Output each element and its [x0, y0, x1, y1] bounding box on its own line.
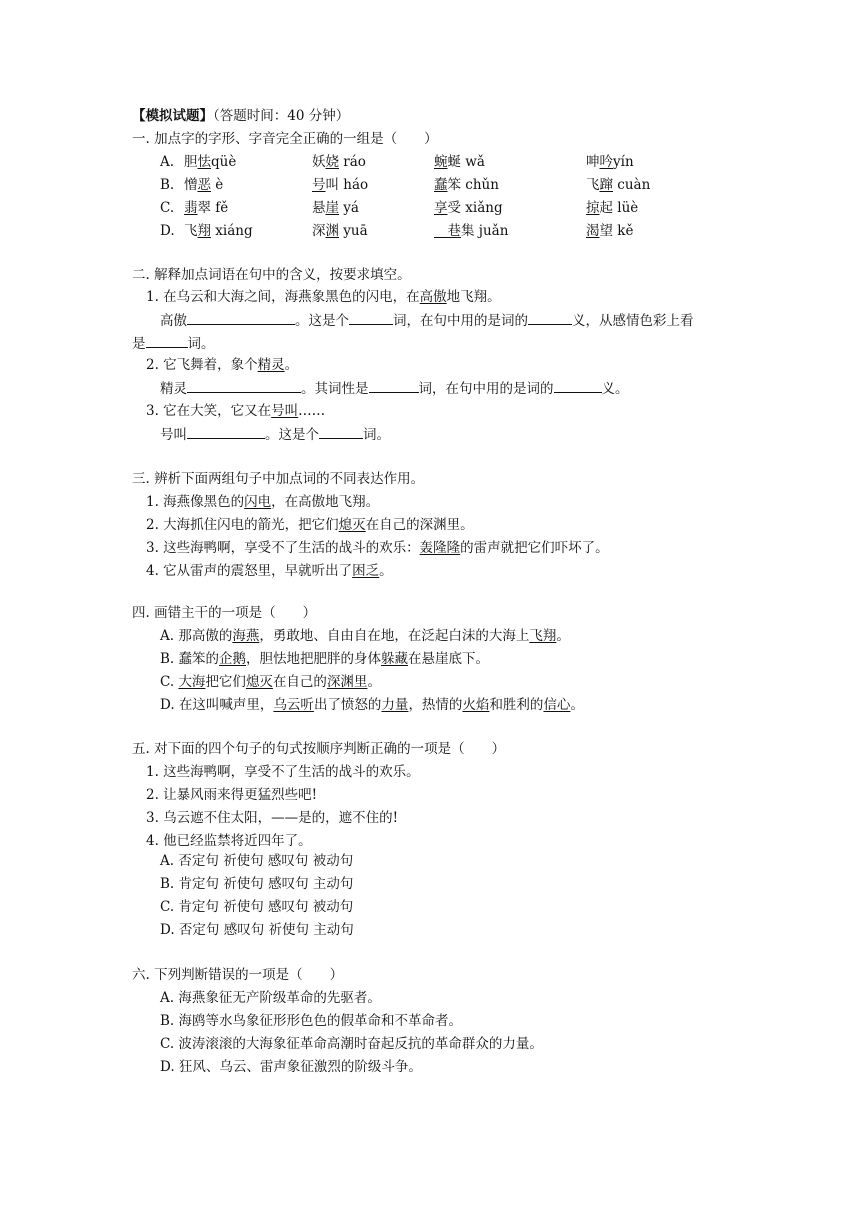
word-suffix-pinyin: qüè [211, 154, 237, 170]
q6-option: A. 海燕象征无产阶级革命的先驱者。 [160, 990, 381, 1006]
q5-option: B. 肯定句 祈使句 感叹句 主动句 [160, 876, 354, 892]
sentence-text: 4. 它从雷声的震怒里，早就听出了 [146, 563, 353, 579]
word-suffix-pinyin: 叫 háo [325, 177, 369, 193]
q1-word-item [312, 199, 359, 217]
time-note: （答题时间：40 分钟） [213, 108, 350, 124]
sentence-text: 。 [379, 563, 393, 579]
q6-option: B. 海鸥等水鸟象征形形色色的假革命和不革命者。 [160, 1013, 463, 1029]
marked-char: 掠 [586, 200, 600, 216]
q5-option: A. 否定句 祈使句 感叹句 被动句 [160, 853, 354, 869]
answer-blank[interactable] [319, 425, 363, 439]
word-suffix-pinyin: cuàn [613, 177, 651, 193]
q1-word-item [184, 176, 223, 194]
q6-stem: 六. 下列判断错误的一项是（ ） [132, 967, 344, 983]
q1-word-item [184, 199, 228, 217]
marked-char: 渴 [586, 223, 600, 239]
word-suffix-pinyin: yá [339, 200, 359, 216]
q1-word-item [312, 153, 366, 171]
answer-blank[interactable] [369, 379, 419, 393]
marked-char: 号 [312, 177, 326, 193]
q1-word-item [184, 222, 253, 240]
answer-blank[interactable] [187, 425, 265, 439]
word-prefix: 妖 [312, 154, 326, 170]
q5-option: C. 肯定句 祈使句 感叹句 被动句 [160, 899, 354, 915]
exam-header [132, 107, 349, 125]
marked-char: 巷 [434, 223, 461, 239]
q1-option-label: D. [160, 223, 175, 239]
marked-char: 恶 [197, 177, 211, 193]
sentence-text: 3. 这些海鸭啊，享受不了生活的战斗的欢乐： [146, 540, 420, 556]
q5-sentence: 4. 他已经监禁将近四年了。 [146, 833, 312, 849]
answer-blank[interactable] [187, 379, 301, 393]
word-suffix-pinyin: è [211, 177, 224, 193]
q6-option: C. 波涛滚滚的大海象征革命高潮时奋起反抗的革命群众的力量。 [160, 1036, 543, 1052]
marked-char: 蜿 [434, 154, 448, 170]
q4-option-b: B. 蠢笨的企鹅，胆怯地把肥胖的身体躲藏在悬崖底下。 [160, 651, 490, 667]
marked-char: 翡 [184, 200, 198, 216]
marked-char: 吟 [599, 154, 613, 170]
q1-word-item [586, 222, 633, 240]
marked-char: 怯 [197, 154, 211, 170]
q1-word-item [312, 176, 368, 194]
q3-sentence [146, 562, 393, 580]
marked-word: 轰隆隆 [419, 540, 461, 556]
q1-option-label: A. [160, 154, 175, 170]
word-suffix-pinyin: 集 juǎn [461, 223, 509, 239]
word-suffix-pinyin: ráo [339, 154, 366, 170]
word-suffix-pinyin: 受 xiǎng [447, 200, 503, 216]
q5-sentence: 1. 这些海鸭啊，享受不了生活的战斗的欢乐。 [146, 764, 420, 780]
answer-blank[interactable] [349, 311, 393, 325]
word-prefix: 憎 [184, 177, 198, 193]
word-suffix-pinyin: yuā [339, 223, 368, 239]
q2-stem: 二. 解释加点词语在句中的含义，按要求填空。 [132, 267, 411, 283]
q5-sentence: 3. 乌云遮不住太阳，——是的，遮不住的! [146, 810, 399, 826]
exam-title: 【模拟试题】 [132, 108, 213, 124]
sentence-text: 2. 大海抓住闪电的箭光，把它们 [146, 517, 339, 533]
marked-word: 熄灭 [338, 517, 366, 533]
answer-blank[interactable] [528, 311, 572, 325]
q1-word-item [312, 222, 368, 240]
q2-fill-1: 高傲 。这是个 词，在句中用的是词的 义，从感情色彩上看 [160, 313, 694, 329]
q3-sentence [146, 516, 474, 534]
word-prefix: 飞 [586, 177, 600, 193]
word-suffix-pinyin: yín [613, 154, 634, 170]
q1-word-item [434, 199, 503, 217]
marked-char: 蹿 [599, 177, 613, 193]
q2-sentence-2: 2. 它飞舞着，象个精灵。 [146, 357, 299, 373]
word-prefix: 悬 [312, 200, 326, 216]
q2-fill-2: 精灵 。其词性是 词，在句中用的是词的 义。 [160, 381, 629, 397]
q2-sentence-3: 3. 它在大笑，它又在号叫…… [146, 403, 326, 419]
q4-option-a: A. 那高傲的海燕，勇敢地、自由自在地，在泛起白沫的大海上飞翔。 [160, 628, 570, 644]
q1-word-item [586, 176, 650, 194]
q2-sentence-1: 1. 在乌云和大海之间，海燕象黑色的闪电，在高傲地飞翔。 [146, 289, 501, 305]
marked-word: 闪电 [244, 494, 272, 510]
marked-char: 渊 [325, 223, 339, 239]
q5-option: D. 否定句 感叹句 祈使句 主动句 [160, 922, 354, 938]
word-prefix: 飞 [184, 223, 198, 239]
q3-sentence [146, 539, 609, 557]
marked-char: 崖 [325, 200, 339, 216]
marked-char: 享 [434, 200, 448, 216]
marked-char: 蠢 [434, 177, 448, 193]
keyword-haojiao: 号叫 [271, 403, 299, 419]
marked-char: 翔 [197, 223, 211, 239]
q2-fill-1-cont: 是 词。 [132, 336, 215, 352]
word-prefix: 深 [312, 223, 326, 239]
q1-option-label: B. [160, 177, 175, 193]
q2-fill-3: 号叫 。这是个 词。 [160, 427, 390, 443]
q1-word-item [184, 153, 236, 171]
q5-stem: 五. 对下面的四个句子的句式按顺序判断正确的一项是（ ） [132, 741, 506, 757]
q4-option-d: D. 在这叫喊声里，乌云听出了愤怒的力量，热情的火焰和胜利的信心。 [160, 697, 584, 713]
q1-option-label: C. [160, 200, 175, 216]
word-suffix-pinyin: 望 kě [599, 223, 634, 239]
word-suffix-pinyin: 笨 chǔn [447, 177, 499, 193]
sentence-text: ，在高傲地飞翔。 [271, 494, 380, 510]
sentence-text: 1. 海燕像黑色的 [146, 494, 245, 510]
word-suffix-pinyin: 翠 fě [197, 200, 229, 216]
q3-stem: 三. 辨析下面两组句子中加点词的不同表达作用。 [132, 471, 425, 487]
marked-word: 困乏 [352, 563, 380, 579]
q4-option-c: C. 大海把它们熄灭在自己的深渊里。 [160, 674, 381, 690]
keyword-gaoao: 高傲 [419, 289, 447, 305]
keyword-jingling: 精灵 [257, 357, 285, 373]
word-suffix-pinyin: 起 lüè [599, 200, 639, 216]
word-suffix-pinyin: xiáng [211, 223, 253, 239]
q3-sentence [146, 493, 379, 511]
answer-blank[interactable] [187, 311, 295, 325]
word-prefix: 胆 [184, 154, 198, 170]
q1-word-item [434, 153, 485, 171]
q1-word-item [586, 199, 638, 217]
sentence-text: 在自己的深渊里。 [365, 517, 474, 533]
word-prefix: 呻 [586, 154, 600, 170]
answer-blank[interactable] [554, 379, 602, 393]
q1-word-item [434, 176, 499, 194]
q1-word-item [586, 153, 634, 171]
answer-blank[interactable] [146, 334, 188, 348]
marked-char: 娆 [325, 154, 339, 170]
q4-stem: 四. 画错主干的一项是（ ） [132, 605, 317, 621]
q1-word-item [434, 222, 508, 240]
q6-option: D. 狂风、乌云、雷声象征激烈的阶级斗争。 [160, 1059, 422, 1075]
word-suffix-pinyin: 蜒 wǎ [447, 154, 485, 170]
q5-sentence: 2. 让暴风雨来得更猛烈些吧! [146, 787, 318, 803]
sentence-text: 的雷声就把它们吓坏了。 [460, 540, 609, 556]
q1-stem: 一. 加点字的字形、字音完全正确的一组是（ ） [132, 131, 438, 147]
